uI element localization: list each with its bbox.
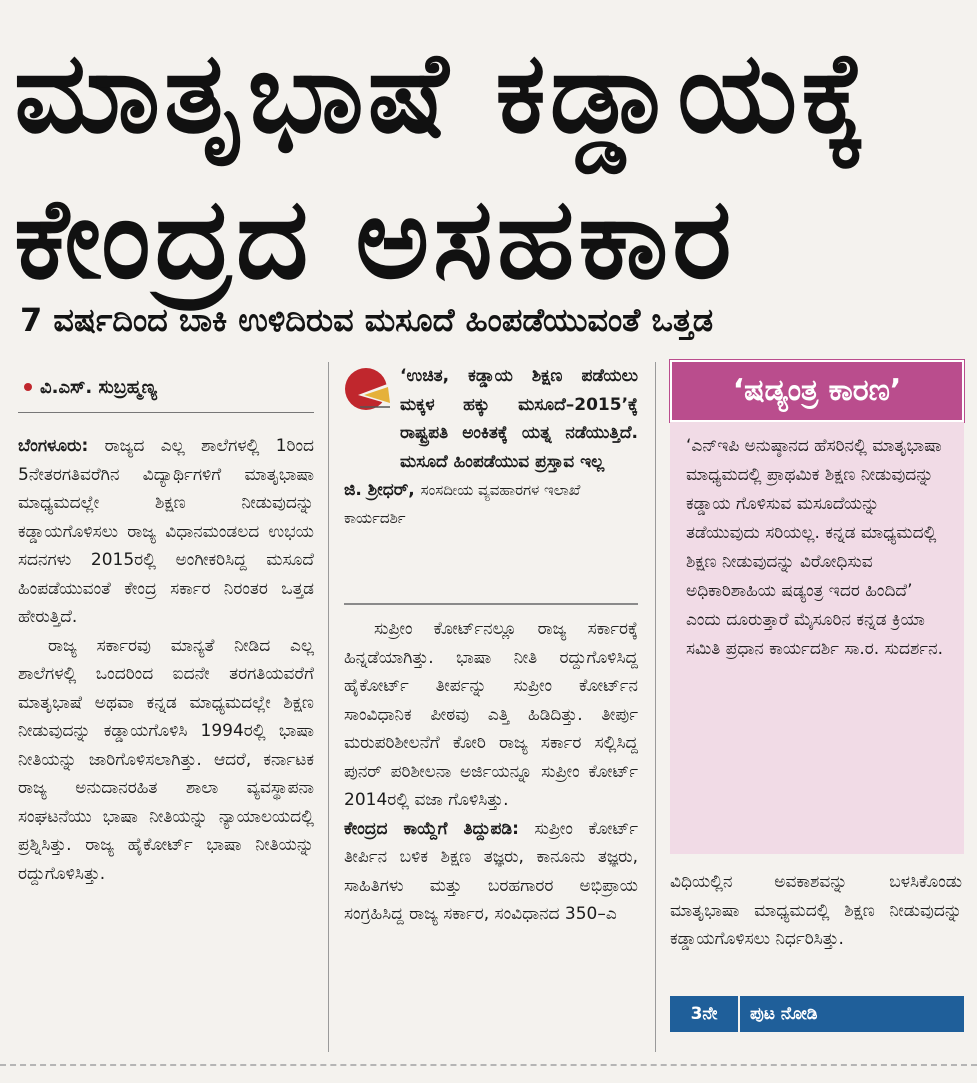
column-divider: [328, 362, 329, 1052]
article-paragraph: ಸುಪ್ರೀಂ ಕೋರ್ಟ್‌ನಲ್ಲೂ ರಾಜ್ಯ ಸರ್ಕಾರಕ್ಕೆ ಹಿನ್ನಡೆಯಾಗಿತ್ತು. ಭಾಷಾ ನೀತಿ ರದ್ದುಗೊಳಿಸಿದ್ದ ಹೈಕೋರ್ಟ್ ತೀರ್ಪನ್ನು ಸುಪ್ರೀಂ ಕೋರ್ಟ್‌ನ ಸಾಂವಿಧಾನಿಕ ಪೀಠವು ಎತ್ತಿ ಹಿಡಿದಿತ್ತು. ತೀರ್ಪು ಮರುಪರಿಶೀಲನೆಗೆ ಕೋರಿ ರಾಜ್ಯ ಸರ್ಕಾರ ಸಲ್ಲಿಸಿದ್ದ ಪುನರ್ ಪರಿಶೀಲನಾ ಅರ್ಜಿಯನ್ನೂ ಸುಪ್ರೀಂ ಕೋರ್ಟ್ 2014ರಲ್ಲಿ ವಜಾ ಗೊಳಿಸಿತ್ತು.: [344, 619, 638, 810]
sidebar-text: ‘ಎನ್‌ಇಪಿ ಅನುಷ್ಠಾನದ ಹೆಸರಿನಲ್ಲಿ ಮಾತೃಭಾಷಾ ಮಾಧ್ಯಮದಲ್ಲಿ ಪ್ರಾಥಮಿಕ ಶಿಕ್ಷಣ ನೀಡುವುದನ್ನು ಕಡ್ಡಾಯ ಗೊಳಿಸುವ ಮಸೂದೆಯನ್ನು ತಡೆಯುವುದು ಸರಿಯಲ್ಲ. ಕನ್ನಡ ಮಾಧ್ಯಮದಲ್ಲಿ ಶಿಕ್ಷಣ ನೀಡುವುದನ್ನು ವಿರೋಧಿಸುವ ಅಧಿಕಾರಿಶಾಹಿಯ ಷಡ್ಯಂತ್ರ ಇದರ ಹಿಂದಿದೆ’ ಎಂದು ದೂರುತ್ತಾರೆ ಮೈಸೂರಿನ ಕನ್ನಡ ಕ್ರಿಯಾ ಸಮಿತಿ ಪ್ರಧಾನ ಕಾರ್ಯದರ್ಶಿ ಸಾ.ರ. ಸುದರ್ಶನ.: [686, 436, 943, 659]
article-paragraph: ರಾಜ್ಯ ಸರ್ಕಾರವು ಮಾನ್ಯತೆ ನೀಡಿದ ಎಲ್ಲ ಶಾಲೆಗಳಲ್ಲಿ ಒಂದರಿಂದ ಐದನೇ ತರಗತಿಯವರೆಗೆ ಮಾತೃಭಾಷೆ ಅಥವಾ ಕನ್ನಡ ಮಾಧ್ಯಮದಲ್ಲೇ ಶಿಕ್ಷಣ ನೀಡುವುದನ್ನು ಕಡ್ಡಾಯಗೊಳಿಸಿ 1994ರಲ್ಲಿ ಭಾಷಾ ನೀತಿಯನ್ನು ಜಾರಿಗೊಳಿಸಲಾಗಿತ್ತು. ಆದರೆ, ಕರ್ನಾಟಕ ರಾಜ್ಯ ಅನುದಾನರಹಿತ ಶಾಲಾ ವ್ಯವಸ್ಥಾಪನಾ ಸಂಘಟನೆಯು ಭಾಷಾ ನೀತಿಯನ್ನು ನ್ಯಾಯಾಲಯದಲ್ಲಿ ಪ್ರಶ್ನಿಸಿತ್ತು. ರಾಜ್ಯ ಹೈಕೋರ್ಟ್ ಭಾಷಾ ನೀತಿಯನ್ನು ರದ್ದುಗೊಳಿಸಿತ್ತು.: [18, 635, 314, 884]
article-column-3: [670, 868, 962, 954]
column-divider: [655, 362, 656, 1052]
headline-line-1: ಮಾತೃಭಾಷೆ ಕಡ್ಡಾಯಕ್ಕೆ: [14, 28, 871, 158]
dateline: ಬೆಂಗಳೂರು:: [18, 436, 89, 456]
continuation-label: ಪುಟ ನೋಡಿ: [750, 1004, 818, 1024]
byline: [18, 368, 314, 413]
pullquote: [344, 362, 638, 532]
sidebar-title: ‘ಷಡ್ಯಂತ್ರ ಕಾರಣ’: [732, 373, 902, 408]
byline-author: ವಿ.ಎಸ್. ಸುಬ್ರಹ್ಮಣ್ಯ: [40, 377, 157, 398]
continuation-page: 3ನೇ: [690, 1004, 718, 1024]
article-column-2: [344, 615, 638, 929]
section-subhead: ಕೇಂದ್ರದ ಕಾಯ್ದೆಗೆ ತಿದ್ದುಪಡಿ:: [344, 818, 519, 839]
article-paragraph: ವಿಧಿಯಲ್ಲಿನ ಅವಕಾಶವನ್ನು ಬಳಸಿಕೊಂಡು ಮಾತೃಭಾಷಾ ಮಾಧ್ಯಮದಲ್ಲಿ ಶಿಕ್ಷಣ ನೀಡುವುದನ್ನು ಕಡ್ಡಾಯಗೊಳಿಸಲು ನಿರ್ಧರಿಸಿತ್ತು.: [670, 872, 962, 949]
pullquote-author: ಜಿ. ಶ್ರೀಧರ್,: [344, 480, 415, 500]
article-column-1: [18, 432, 314, 888]
headline-line-2: ಕೇಂದ್ರದ ಅಸಹಕಾರ: [14, 174, 736, 304]
pullquote-attribution: [344, 476, 638, 532]
bullet-icon: [24, 383, 32, 391]
cut-line: [0, 1064, 977, 1066]
pullquote-divider: [344, 603, 638, 605]
continuation-box: [670, 996, 964, 1032]
headline: [14, 20, 964, 312]
article-paragraph: [344, 815, 638, 929]
paragraph-text: ರಾಜ್ಯದ ಎಲ್ಲ ಶಾಲೆಗಳಲ್ಲಿ 1ರಿಂದ 5ನೇತರಗತಿವರೆಗಿನ ವಿದ್ಯಾರ್ಥಿಗಳಿಗೆ ಮಾತೃಭಾಷಾ ಮಾಧ್ಯಮದಲ್ಲೇ ಶಿಕ್ಷಣ ನೀಡುವುದನ್ನು ಕಡ್ಡಾಯಗೊಳಿಸಲು ರಾಜ್ಯ ವಿಧಾನಮಂಡಲದ ಉಭಯ ಸದನಗಳು 2015ರಲ್ಲಿ ಅಂಗೀಕರಿಸಿದ್ದ ಮಸೂದೆ ಹಿಂಪಡೆಯುವಂತೆ ಕೇಂದ್ರ ಸರ್ಕಾರ ನಿರಂತರ ಒತ್ತಡ ಹೇರುತ್ತಿದೆ.: [18, 436, 315, 627]
sidebar-title-box: [670, 360, 964, 422]
pullquote-role: ಸಂಸದೀಯ ವ್ಯವಹಾರಗಳ ಇಲಾಖೆ ಕಾರ್ಯದರ್ಶಿ: [344, 481, 581, 527]
pullquote-text: ‘ಉಚಿತ, ಕಡ್ಡಾಯ ಶಿಕ್ಷಣ ಪಡೆಯಲು ಮಕ್ಕಳ ಹಕ್ಕು ಮಸೂದೆ–2015’ಕ್ಕೆ ರಾಷ್ಟ್ರಪತಿ ಅಂಕಿತಕ್ಕೆ ಯತ್ನ ನಡೆಯುತ್ತಿದೆ. ಮಸೂದೆ ಹಿಂಪಡೆಯುವ ಪ್ರಸ್ತಾವ ಇಲ್ಲ: [400, 366, 638, 472]
sidebar-box: [670, 422, 964, 854]
subheadline: 7 ವರ್ಷದಿಂದ ಬಾಕಿ ಉಳಿದಿರುವ ಮಸೂದೆ ಹಿಂಪಡೆಯುವಂತೆ ಒತ್ತಡ: [20, 301, 714, 339]
paragraph-text: ಸುಪ್ರೀಂ ಕೋರ್ಟ್ ತೀರ್ಪಿನ ಬಳಿಕ ಶಿಕ್ಷಣ ತಜ್ಞರು, ಕಾನೂನು ತಜ್ಞರು, ಸಾಹಿತಿಗಳು ಮತ್ತು ಬರಹಗಾರರ ಅಭಿಪ್ರಾಯ ಸಂಗ್ರಹಿಸಿದ್ದ ರಾಜ್ಯ ಸರ್ಕಾರ, ಸಂವಿಧಾನದ 350–ಎ: [344, 818, 638, 924]
article-paragraph: [18, 432, 314, 632]
